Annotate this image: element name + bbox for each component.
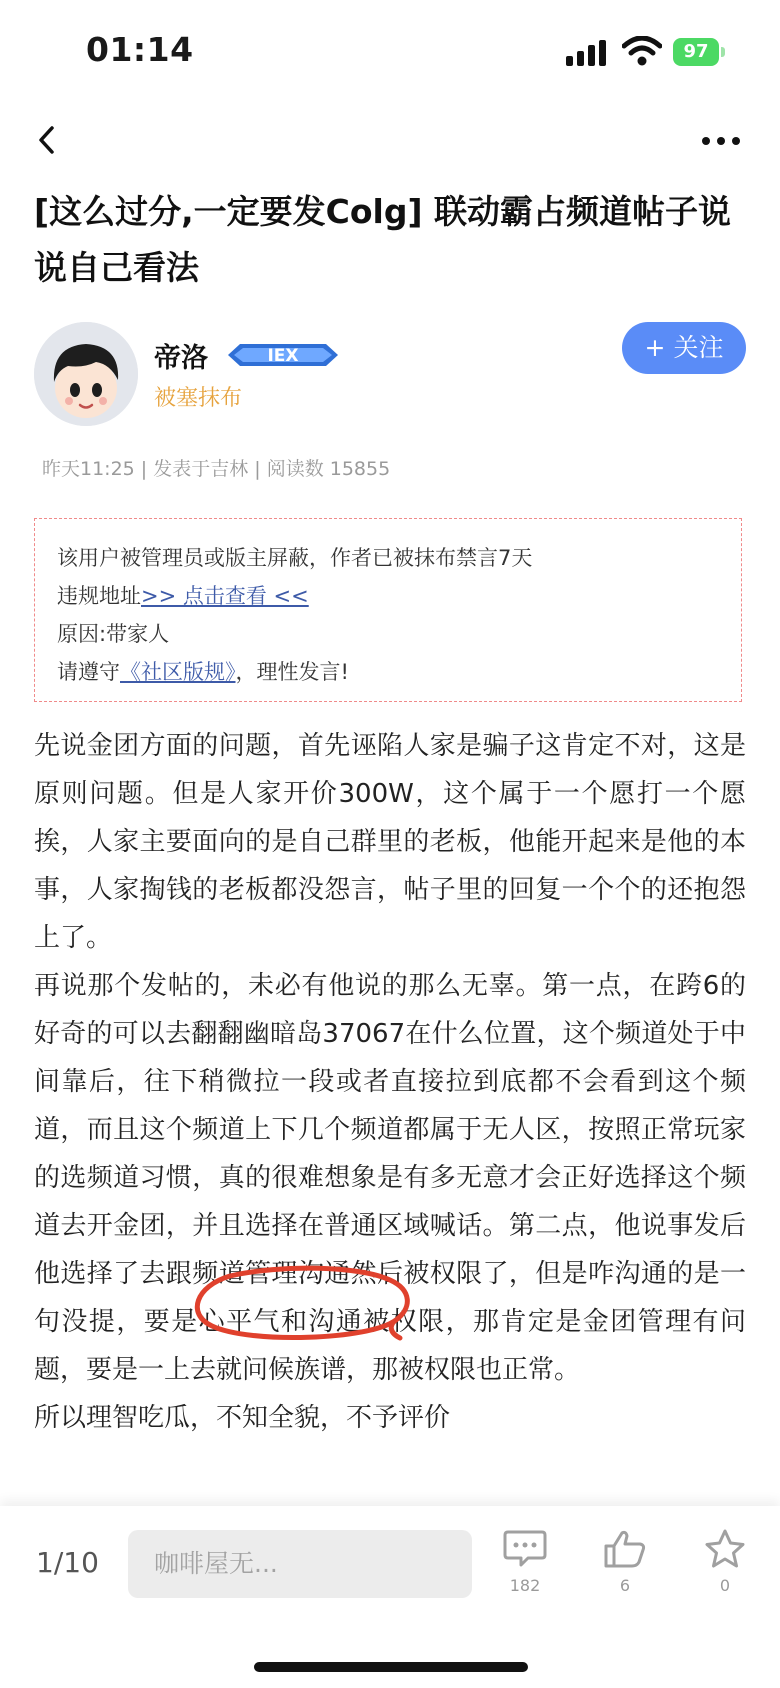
cellular-signal-icon: [566, 40, 608, 66]
article-paragraph-3: 所以理智吃瓜，不知全貌，不予评价: [34, 1403, 451, 1433]
view-violation-link[interactable]: >> 点击查看 <<: [141, 584, 309, 608]
comment-count: 182: [509, 1576, 541, 1595]
star-icon: [702, 1528, 748, 1570]
top-nav: [0, 110, 780, 170]
page-indicator[interactable]: 1/10: [36, 1546, 99, 1579]
notice-line-4-prefix: 请遵守: [57, 660, 120, 684]
comment-button[interactable]: [490, 1528, 560, 1595]
notice-line-4-suffix: ，理性发言!: [235, 660, 349, 684]
follow-button[interactable]: + 关注: [622, 322, 746, 374]
community-rules-link[interactable]: 《社区版规》: [120, 660, 236, 684]
comment-input[interactable]: 咖啡屋无...: [128, 1530, 472, 1598]
post-title: [这么过分,一定要发Colg] 联动霸占频道帖子说说自己看法: [34, 192, 732, 287]
level-badge-text: IEX: [267, 346, 299, 366]
like-count: 6: [619, 1576, 631, 1595]
favorite-button[interactable]: [690, 1528, 760, 1595]
notice-line-2: [57, 577, 741, 615]
home-indicator: [254, 1662, 528, 1672]
notice-line-3: 原因:带家人: [57, 622, 170, 646]
battery-icon: [673, 38, 725, 66]
like-button[interactable]: [590, 1528, 660, 1595]
violation-address-label: 违规地址: [57, 584, 141, 608]
user-tag: 被塞抹布: [154, 386, 243, 411]
author-avatar[interactable]: [34, 322, 138, 426]
article-paragraph-1: 先说金团方面的问题，首先诬陷人家是骗子这肯定不对，这是原则问题。但是人家开价300W，这个属于一个愿打一个愿挨，人家主要面向的是自己群里的老板，他能开起来是他的本事，人家掏钱的老板都没怨言，帖子里的回复一个个的还抱怨上了。: [34, 731, 746, 953]
notice-line-4: [57, 653, 741, 691]
favorite-count: 0: [719, 1576, 731, 1595]
battery-level: 97: [673, 38, 719, 66]
status-time: 01:14: [86, 30, 194, 69]
more-options-icon[interactable]: [698, 126, 744, 156]
status-bar: [0, 0, 780, 100]
post-meta: 昨天11:25 | 发表于吉林 | 阅读数 15855: [42, 458, 391, 480]
notice-line-1: 该用户被管理员或版主屏蔽，作者已被抹布禁言7天: [57, 546, 533, 570]
moderation-notice: [34, 518, 742, 702]
comment-icon: [502, 1528, 548, 1570]
wifi-icon: [622, 36, 662, 66]
level-badge: [226, 338, 340, 372]
thumbs-up-icon: [602, 1528, 648, 1570]
article-body: [34, 722, 746, 1442]
article-paragraph-2: 再说那个发帖的，未必有他说的那么无辜。第一点，在跨6的好奇的可以去翻翻幽暗岛37067在什么位置，这个频道处于中间靠后，往下稍微拉一段或者直接拉到底都不会看到这个频道，而且这个频道上下几个频道都属于无人区，按照正常玩家的选频道习惯，真的很难想象是有多无意才会正好选择这个频道去开金团，并且选择在普通区域喊话。第二点，他说事发后他选择了去跟频道管理沟通然后被权限了，但是咋沟通的是一句没提，要是心平气和沟通被权限，那肯定是金团管理有问题，要是一上去就问候族谱，那被权限也正常。: [34, 971, 746, 1385]
bottom-action-bar: [0, 1506, 780, 1688]
author-name[interactable]: 帝洛: [154, 343, 208, 374]
back-arrow-icon[interactable]: [30, 122, 66, 158]
